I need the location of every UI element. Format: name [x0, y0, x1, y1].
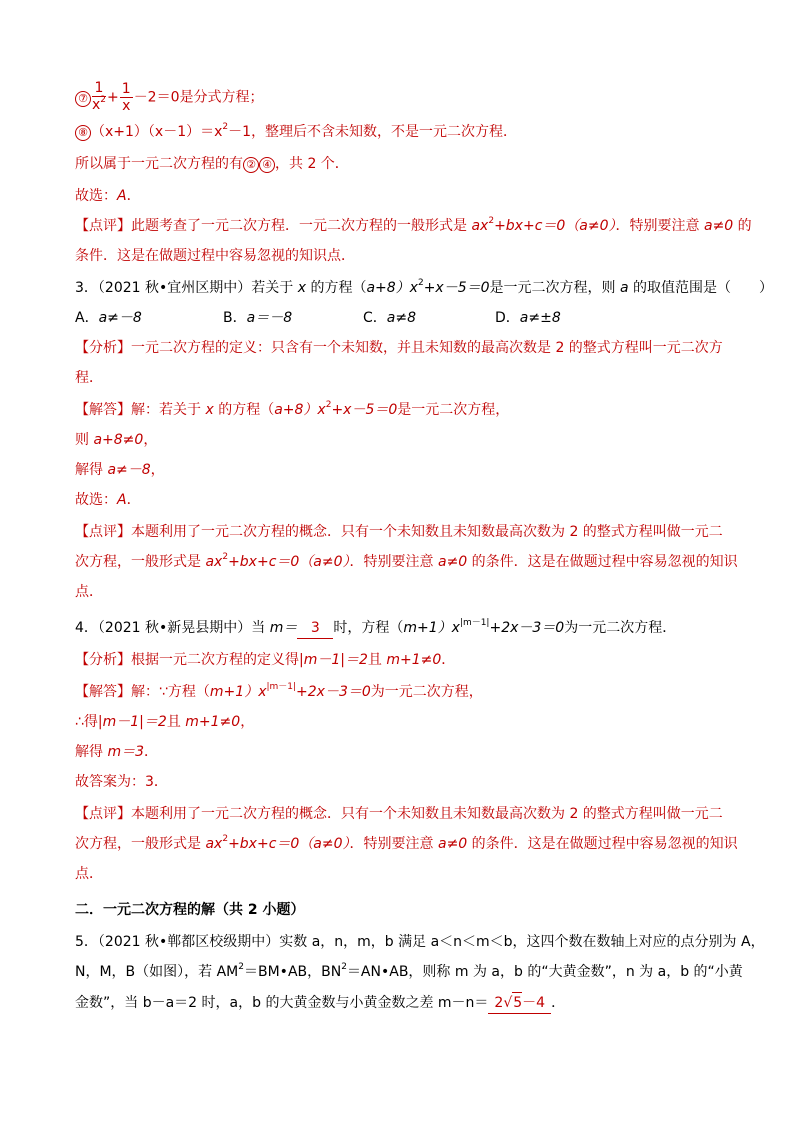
comment-line: 【点评】本题利用了一元二次方程的概念．只有一个未知数且未知数最高次数为 2 的整式方程叫做一元二	[75, 806, 723, 822]
option-c: C．a≠8	[363, 310, 416, 326]
solution-line: 解得 m＝3．	[75, 744, 158, 760]
analysis-line: 【分析】根据一元二次方程的定义得|m－1|＝2且 m+1≠0．	[75, 652, 456, 668]
solution-line: 解得 a≠－8，	[75, 462, 165, 478]
answer-blank: 3	[297, 618, 333, 639]
fraction: $\frac{1}{x^2}$	[92, 80, 107, 113]
option-a: A．a≠－8	[75, 310, 142, 326]
comment-line: 次方程，一般形式是 $ax^2+bx+c=0(a\ne 0)$．特别要注意 a≠0 的条件．这是在做题过程中容易忽视的知识	[75, 552, 738, 570]
fraction: $\frac{1}{x}$	[121, 81, 131, 114]
option-d: D．a≠±8	[495, 310, 561, 326]
solution-line: 【解答】解：若关于 x 的方程$(a+8)x^2+x-5=0$是一元二次方程，	[75, 400, 510, 418]
line-7: ⑦ $\frac{1}{x^2}$ + $\frac{1}{x}$ －2＝0是分式方程；	[75, 80, 264, 115]
answer-line: 故答案为：3．	[75, 774, 168, 790]
section-heading: 二．一元二次方程的解（共 2 小题）	[75, 902, 305, 918]
circled-number: ②	[243, 157, 259, 173]
comment-line: 点．	[75, 584, 103, 600]
question-5: N，M，B（如图），若 $AM^2=BM•AB$，$BN^2=AN•AB$，则称 m 为 a，b 的“大黄金数”，n 为 a，b 的“小黄	[75, 962, 743, 980]
question-5: 5．（2021 秋•郸都区校级期中）实数 a，n，m，b 满足 a＜n＜m＜b，这四个数在数轴上对应的点分别为 A，	[75, 934, 765, 950]
solution-line: ∴得|m－1|＝2且 m+1≠0，	[75, 714, 255, 730]
option-b: B．a＝－8	[223, 310, 293, 326]
solution-line: 则 a+8≠0，	[75, 432, 158, 448]
answer-blank: 2√5－4	[488, 992, 551, 1014]
question-3: 3．（2021 秋•宜州区期中）若关于 x 的方程$(a+8)x^2+x-5=0$是一元二次方程，则 a 的取值范围是（ ）	[75, 278, 774, 296]
question-5: 金数”，当 b－a＝2 时，a，b 的大黄金数与小黄金数之差 m－n＝ 2√5－4 ．	[75, 992, 565, 1014]
comment-line: 【点评】此题考查了一元二次方程．一元二次方程的一般形式是 $ax^2+bx+c=0(a\ne 0)$．特别要注意 a≠0 的	[75, 216, 752, 234]
comment-line: 【点评】本题利用了一元二次方程的概念．只有一个未知数且未知数最高次数为 2 的整式方程叫做一元二	[75, 524, 723, 540]
conclusion-line: 所以属于一元二次方程的有 ② ④ ，共 2 个．	[75, 156, 349, 172]
analysis-line: 【分析】一元二次方程的定义：只含有一个未知数，并且未知数的最高次数是 2 的整式方程叫一元二次方	[75, 340, 723, 356]
comment-line: 次方程，一般形式是 $ax^2+bx+c=0(a\ne 0)$．特别要注意 a≠0 的条件．这是在做题过程中容易忽视的知识	[75, 834, 738, 852]
question-4: 4．（2021 秋•新晃县期中）当 m＝ 3 时，方程$(m+1)x^{|m-1|}+2x-3=0$为一元二次方程．	[75, 618, 676, 640]
circled-number: ④	[259, 157, 275, 173]
circled-number: ⑧	[75, 125, 91, 141]
circled-number: ⑦	[75, 91, 91, 107]
line-8: ⑧ $(x+1)(x-1)=x^2-1$，整理后不含未知数，不是一元二次方程．	[75, 122, 517, 144]
comment-line: 条件．这是在做题过程中容易忽视的知识点．	[75, 248, 355, 264]
sqrt-sign: √	[503, 995, 513, 1011]
answer-line: 故选：A．	[75, 492, 141, 508]
comment-line: 点．	[75, 866, 103, 882]
solution-line: 【解答】解：∵方程$(m+1)x^{|m-1|}+2x-3=0$为一元二次方程，	[75, 682, 483, 700]
answer-line: 故选：A．	[75, 188, 141, 204]
analysis-line: 程．	[75, 370, 103, 386]
